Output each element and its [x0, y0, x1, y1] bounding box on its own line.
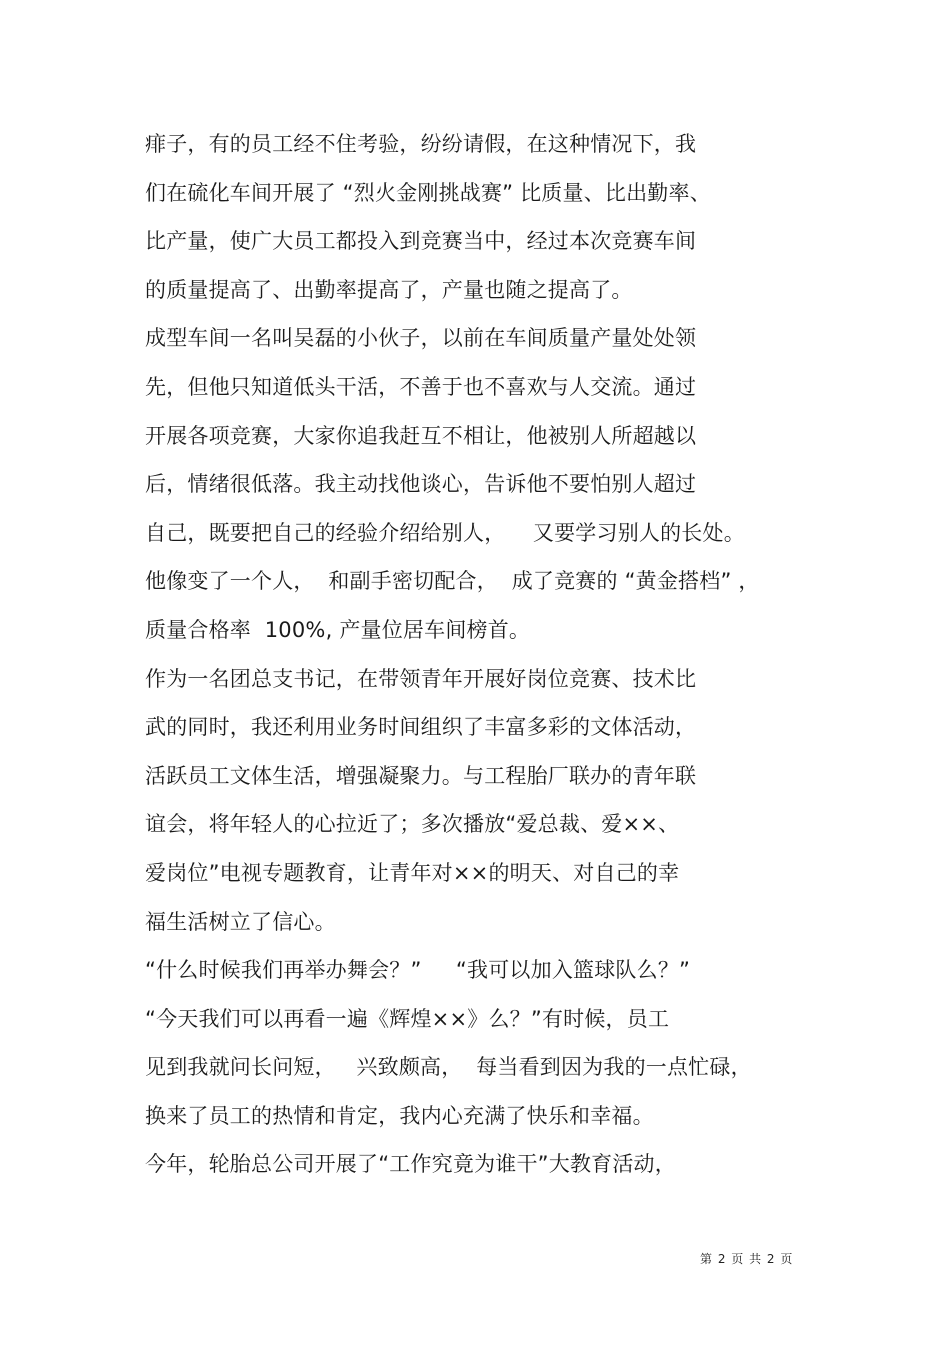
text-line: 痱子，有的员工经不住考验，纷纷请假，在这种情况下，我 [145, 132, 697, 156]
text-line: “什么时候我们再举办舞会？” “我可以加入篮球队么？” [145, 958, 691, 983]
text-line: 今年，轮胎总公司开展了“工作究竟为谁干”大教育活动， [145, 1152, 676, 1177]
text-line: 质量合格率 100%, 产量位居车间榜首。 [145, 617, 531, 642]
text-line: “今天我们可以再看一遍《辉煌××》么？”有时候，员工 [145, 1006, 670, 1031]
text-line: 谊会，将年轻人的心拉近了；多次播放“爱总裁、爱××、 [145, 812, 680, 837]
text-line: 活跃员工文体生活，增强凝聚力。与工程胎厂联办的青年联 [145, 763, 697, 788]
text-line: 成型车间一名叫吴磊的小伙子，以前在车间质量产量处处领 [145, 326, 697, 351]
text-line: 作为一名团总支书记，在带领青年开展好岗位竞赛、技术比 [145, 666, 697, 691]
text-line: 们在硫化车间开展了 “烈火金刚挑战赛” 比质量、比出勤率、 [145, 180, 711, 205]
text-line: 爱岗位”电视专题教育，让青年对××的明天、对自己的幸 [145, 860, 680, 885]
text-line: 福生活树立了信心。 [145, 909, 336, 934]
text-line: 开展各项竞赛，大家你追我赶互不相让，他被别人所超越以 [145, 423, 697, 448]
text-line: 武的同时，我还利用业务时间组织了丰富多彩的文体活动， [145, 715, 697, 740]
text-line: 见到我就问长问短， 兴致颇高， 每当看到因为我的一点忙碌， [145, 1055, 752, 1080]
page-number-footer: 第 2 页 共 2 页 [700, 1252, 794, 1266]
text-line: 比产量，使广大员工都投入到竞赛当中，经过本次竞赛车间 [145, 229, 697, 254]
text-line: 自己，既要把自己的经验介绍给别人， 又要学习别人的长处。 [145, 520, 745, 545]
text-line: 后，情绪很低落。我主动找他谈心，告诉他不要怕别人超过 [145, 472, 697, 497]
text-line: 的质量提高了、出勤率提高了，产量也随之提高了。 [145, 277, 633, 302]
body-text [145, 120, 825, 1189]
text-line: 先，但他只知道低头干活，不善于也不喜欢与人交流。通过 [145, 374, 697, 399]
text-line: 他像变了一个人， 和副手密切配合， 成了竞赛的 “黄金搭档” ， [145, 569, 760, 594]
text-line: 换来了员工的热情和肯定，我内心充满了快乐和幸福。 [145, 1103, 654, 1128]
